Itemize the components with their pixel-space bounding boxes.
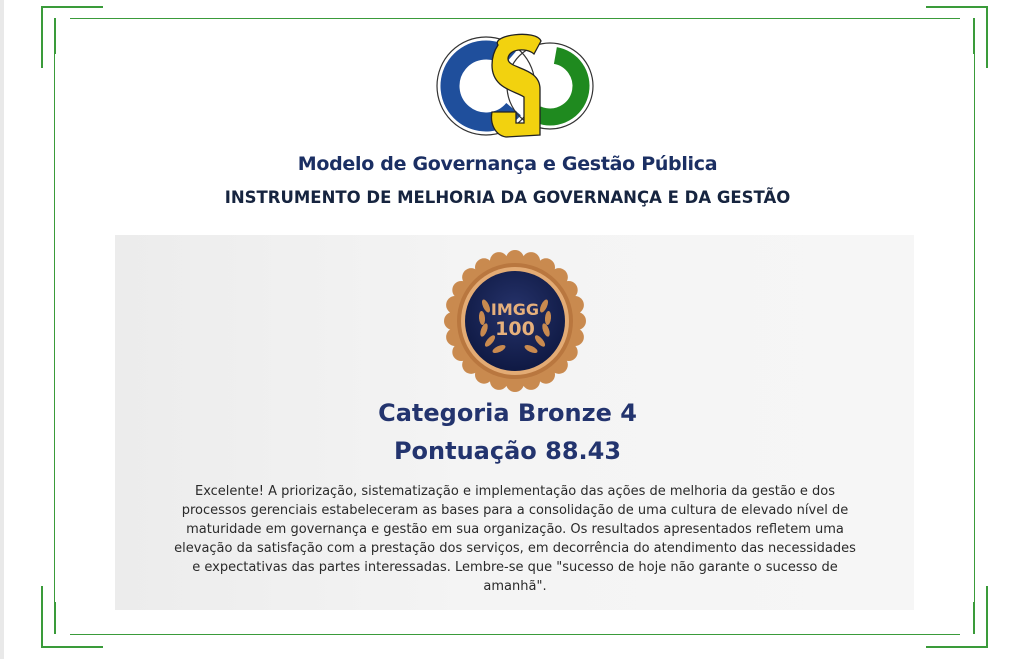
bronze-medal-icon (442, 248, 588, 394)
result-description: Excelente! A priorização, sistematização e implementação das ações de melhoria da gestão e dos processos gerenciais estabeleceram as bases para a consolidação de uma cultura de elevado nível de maturidade em governança e gestão em sua organização. Os resultados apresentados refletem uma elevação da satisfação com a prestação dos serviços, em decorrência do atendimento das necessidades e expectativas das partes interessadas. Lembre-se que "sucesso de hoje não garante o sucesso de amanhã". (174, 484, 856, 594)
score-label: Pontuação 88.43 (393, 437, 622, 465)
category-label: Categoria Bronze 4 (378, 399, 637, 427)
badge-text-line2: 100 (495, 318, 535, 340)
page-title: Modelo de Governança e Gestão Pública (297, 153, 718, 175)
badge-text-line1: IMGG (490, 300, 540, 319)
left-edge (0, 0, 4, 659)
ggp-logo-icon (436, 27, 596, 145)
page-subtitle: INSTRUMENTO DE MELHORIA DA GOVERNANÇA E DA GESTÃO (224, 188, 791, 207)
